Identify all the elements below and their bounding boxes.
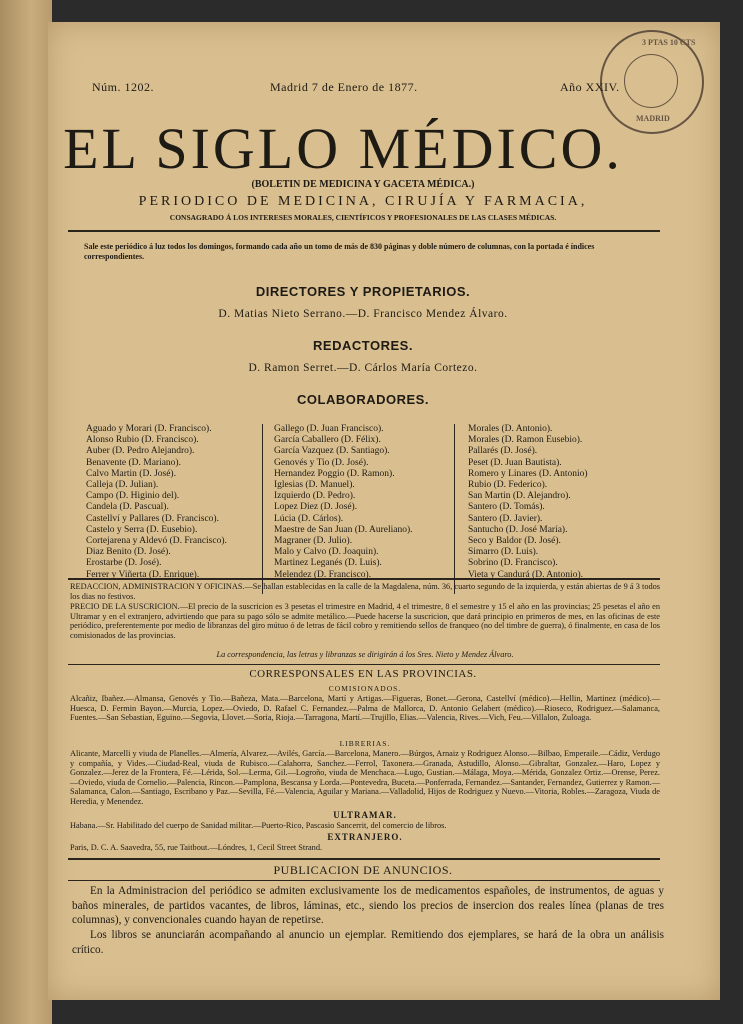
redaccion-text: REDACCION, ADMINISTRACION Y OFICINAS.—Se hallan establecidas en la calle de la Magdalena, núm. 36, cuarto segundo de la izquierda, y están abiertas de 9 á 3 todos los dias no festivos. — [70, 582, 660, 601]
collaborator-name: San Martin (D. Alejandro). — [468, 491, 571, 502]
precio-text: PRECIO DE LA SUSCRICION.—El precio de la suscricion es 3 pesetas el trimestre en Madrid, 4 el trimestre, 8 el semestre y 15 el año en las provincias; 25 pesetas el año en Ultramar y en el extranjero, advirtiendo que para su pago sólo se admite metálico.—Puede hacerse la suscricion, que dará principio en primeros de mes, en las oficinas de este periódico, preferentemente por medio de libranzas del giro mútuo ó de letras de fácil cobro y remitiendo sellos de franqueo (no del timbre de guerra), ó finalmente, en casa de los comisionados de las provincias. — [70, 602, 660, 640]
column-divider — [262, 424, 263, 594]
directors-names: D. Matias Nieto Serrano.—D. Francisco Mendez Álvaro. — [218, 308, 508, 320]
collaborator-name: Auber (D. Pedro Alejandro). — [86, 446, 195, 457]
extranjero-text: Paris, D. C. A. Saavedra, 55, rue Taitbout.—Lóndres, 1, Cecil Street Strand. — [70, 843, 323, 852]
anuncios-paragraph-2: Los libros se anunciarán acompañando al anuncio un ejemplar. Remitiendo dos ejemplares, se hará de la obra un análisis crítico. — [72, 929, 664, 956]
book-spine — [0, 0, 52, 1024]
stamp-seal-icon — [624, 54, 678, 108]
collaborator-name: Melendez (D. Francisco). — [274, 569, 372, 580]
collaborator-name: Rubio (D. Federico). — [468, 480, 548, 491]
collaborator-name: Morales (D. Antonio). — [468, 424, 553, 434]
collaborator-name: Ferrer y Viñerta (D. Enrique). — [86, 569, 200, 580]
divider — [68, 880, 660, 881]
correspondencia-text: La correspondencia, las letras y libranzas se dirigirán á los Sres. Nieto y Mendez Álvaro. — [216, 650, 514, 659]
directors-heading: DIRECTORES Y PROPIETARIOS. — [255, 284, 471, 299]
librerias-label: LIBRERIAS. — [339, 739, 391, 748]
collaborator-name: Gallego (D. Juan Francisco). — [274, 424, 384, 434]
collaborator-name: Izquierdo (D. Pedro). — [274, 491, 356, 502]
issue-number: Núm. 1202. — [92, 80, 154, 94]
publication-notice: Sale este periódico á luz todos los domingos, formando cada año un tomo de más de 830 páginas y doble número de columnas, con la portada é índices correspondientes. — [84, 242, 595, 261]
collaborator-name: Lúcia (D. Cárlos). — [274, 513, 344, 524]
collaborator-name: Sobrino (D. Francisco). — [468, 558, 558, 569]
subtitle-periodico: PERIODICO DE MEDICINA, CIRUJÍA Y FARMACIA, — [138, 194, 588, 209]
collaborator-name: Seco y Baldor (D. José). — [468, 536, 561, 547]
divider — [68, 578, 660, 580]
collaborator-name: Malo y Calvo (D. Joaquin). — [274, 547, 379, 558]
editors-heading: REDACTORES. — [313, 338, 413, 353]
issue-year: Año XXIV. — [560, 80, 620, 94]
ultramar-label: ULTRAMAR. — [333, 810, 397, 820]
collaborator-name: Santero (D. Javier). — [468, 513, 543, 524]
divider — [68, 664, 660, 665]
collaborator-name: Iglesias (D. Manuel). — [274, 480, 355, 491]
collaborator-name: Magraner (D. Julio). — [274, 536, 353, 547]
column-divider — [454, 424, 455, 594]
stamp-bottom-text: MADRID — [636, 114, 670, 123]
collaborator-name: Santucho (D. José María). — [468, 524, 568, 535]
collaborator-name: Alonso Rubio (D. Francisco). — [86, 435, 199, 446]
collaborator-name: Morales (D. Ramon Eusebio). — [468, 435, 583, 446]
collaborator-name: Martinez Leganés (D. Luis). — [274, 558, 382, 569]
collaborator-name: Vieta y Candurá (D. Antonio). — [468, 569, 583, 580]
collaborator-name: Cortejarena y Aldevó (D. Francisco). — [86, 536, 227, 547]
newspaper-title: EL SIGLO MÉDICO. — [63, 116, 623, 181]
collaborators-column-3 — [468, 424, 588, 581]
collaborator-name: Pallarés (D. José). — [468, 446, 538, 457]
comisionados-list: Alcañiz, Ibañez.—Almansa, Genovés y Tio.—Bañeza, Mata.—Barcelona, Martí y Artigas.—Figueras, Bonet.—Gerona, Castellví (médico).—Hellin, Martinez (médico).—Huesca, D. Fermin Bayon.—Murcia, Lopez.—Oviedo, D. Rafael C. Fernandez.—Palma de Mallorca, D. Antonio Gelabert (médico).—Rioseco, Rodriguez.—Salamanca, Fuentes.—San Sebastian, Eguino.—Segovia, Llovet.—Soria, Rioja.—Tarragona, Martí.—Trujillo, Elias.—Valencia, Rives.—Vich, Feu.—Villalon, Zuloaga. — [70, 694, 660, 723]
newspaper-page — [48, 22, 720, 1000]
collaborator-name: Genovés y Tio (D. José). — [274, 457, 369, 468]
collaborator-name: Simarro (D. Luis). — [468, 547, 539, 558]
collaborators-column-2 — [274, 424, 413, 581]
stamp-top-text: 3 PTAS 10 CTS — [642, 38, 696, 47]
collaborator-name: Diaz Benito (D. José). — [86, 547, 171, 558]
collaborator-name: Romero y Linares (D. Antonio) — [468, 468, 588, 479]
collaborator-name: Campo (D. Higinio del). — [86, 491, 180, 502]
collaborator-name: Hernandez Poggio (D. Ramon). — [274, 468, 395, 479]
collaborator-name: Candela (D. Pascual). — [86, 502, 169, 513]
comisionados-label: COMISIONADOS. — [328, 684, 402, 693]
anuncios-paragraph-1: En la Administracion del periódico se admiten exclusivamente los de medicamentos españoles, de instrumentos, de aguas y baños minerales, de partidos vacantes, de libros, láminas, etc., siendo los precios de insercion dos reales línea (planas de tres columnas), y convencionales cuando hayan de repetirse. — [72, 885, 664, 926]
ultramar-text: Habana.—Sr. Habilitado del cuerpo de Sanidad militar.—Puerto-Rico, Pascasio Sancerrit, del comercio de libros. — [70, 821, 447, 830]
librerias-list: Alicante, Marcelli y viuda de Planelles.—Almería, Alvarez.—Avilés, García.—Barcelona, Manero.—Búrgos, Arnaiz y Rodriguez Alonso.—Bilbao, Emperaile.—Cádiz, Verdugo y compañía, y Vides.—Ciudad-Real, viuda de Rubisco.—Calahorra, Sanchez.—Ferrol, Taxonera.—Granada, Astudillo, Alonso.—Gibraltar, Gonzalez.—Haro, Lopez y Gonzalez.—Jerez de la Frontera, Fé.—Lérida, Sol.—Lerma, Gil.—Logroño, viuda de Menchaca.—Lugo, Gustian.—Málaga, Moya.—Mérida, Gonzalez Ortiz.—Orense, Perez.—Oviedo, viuda de Cornelio.—Palencia, Rincon.—Pamplona, Bescansa y Lorda.—Pontevedra, Buceta.—Ponferrada, Fernandez.—Santander, Fernandez, Gutierrez y Ramon.—Salamanca, Calon.—Santiago, Escribano y Paz.—Sevilla, Fé.—Valencia, Aguilar y Mariana.—Valladolid, Hijos de Rodriguez y Nuevo.—Vitoria, Robles.—Zaragoza, Viuda de Heredia, y Menendez. — [70, 749, 660, 806]
collaborator-name: Benavente (D. Mariano). — [86, 457, 181, 468]
collaborator-name: Erostarbe (D. José). — [86, 558, 162, 569]
corresponsales-heading: CORRESPONSALES EN LAS PROVINCIAS. — [249, 668, 477, 680]
collaborators-column-1 — [86, 424, 227, 581]
collaborator-name: Lopez Diez (D. José). — [274, 502, 358, 513]
anuncios-heading: PUBLICACION DE ANUNCIOS. — [273, 863, 453, 877]
editors-names: D. Ramon Serret.—D. Cárlos María Cortezo. — [248, 362, 478, 374]
collaborator-name: García Vazquez (D. Santiago). — [274, 446, 390, 457]
collaborator-name: Peset (D. Juan Bautista). — [468, 457, 562, 468]
subtitle-consagrado: CONSAGRADO Á LOS INTERESES MORALES, CIENTÍFICOS Y PROFESIONALES DE LAS CLASES MÉDICAS. — [169, 213, 557, 222]
collaborator-name: Calleja (D. Julian). — [86, 480, 159, 491]
collaborators-heading: COLABORADORES. — [297, 392, 429, 407]
collaborator-name: Maestre de San Juan (D. Aureliano). — [274, 524, 413, 535]
collaborator-name: Santero (D. Tomás). — [468, 502, 545, 513]
issue-date: Madrid 7 de Enero de 1877. — [270, 80, 418, 94]
extranjero-label: EXTRANJERO. — [327, 832, 403, 842]
collaborator-name: Castellví y Pallares (D. Francisco). — [86, 513, 219, 524]
collaborator-name: Calvo Martin (D. José). — [86, 468, 176, 479]
collaborator-name: Aguado y Morari (D. Francisco). — [86, 424, 212, 434]
divider — [68, 230, 660, 232]
collaborator-name: Castelo y Serra (D. Eusebio). — [86, 524, 198, 535]
subtitle-boletin: (BOLETIN DE MEDICINA Y GACETA MÉDICA.) — [251, 179, 475, 190]
divider — [68, 858, 660, 860]
collaborator-name: García Caballero (D. Félix). — [274, 435, 381, 446]
